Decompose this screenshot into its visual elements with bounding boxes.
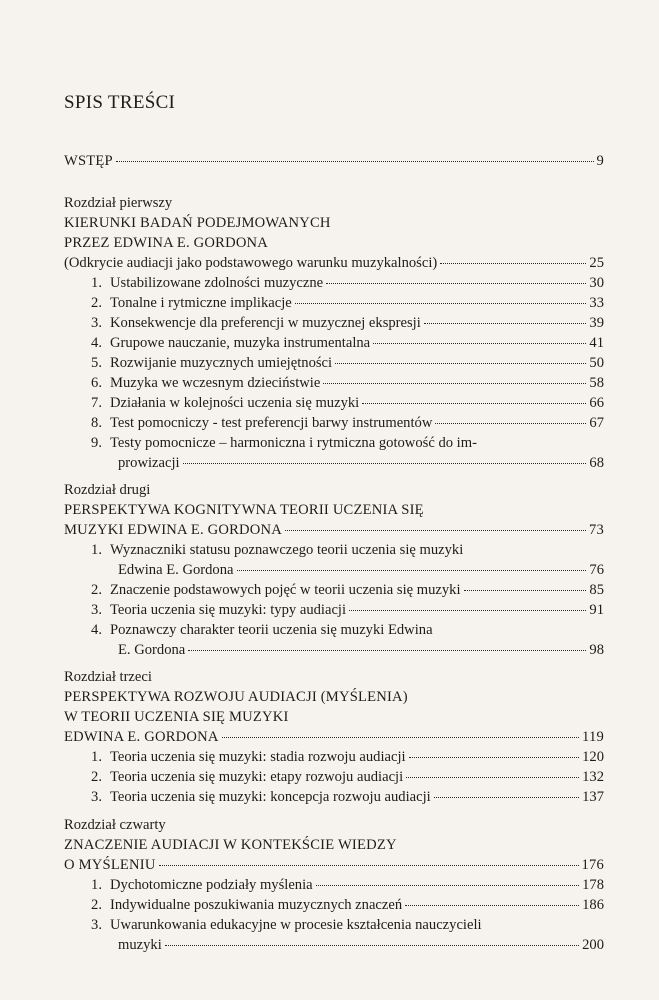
toc-item[interactable]: 2. Teoria uczenia się muzyki: etapy rozwoju audiacji 132 bbox=[91, 769, 604, 785]
chapter-label: Rozdział pierwszy bbox=[64, 195, 173, 211]
dot-leader bbox=[316, 885, 579, 886]
toc-item[interactable]: 3. Konsekwencje dla preferencji w muzycznej ekspresji 39 bbox=[91, 315, 604, 331]
toc-item[interactable]: 1. Dychotomiczne podziały myślenia 178 bbox=[91, 877, 604, 893]
dot-leader bbox=[362, 403, 586, 404]
toc-item[interactable]: 7. Działania w kolejności uczenia się muzyki 66 bbox=[91, 395, 604, 411]
dot-leader bbox=[165, 945, 579, 946]
toc-item[interactable]: 1. Wyznaczniki statusu poznawczego teorii uczenia się muzyki bbox=[91, 542, 464, 558]
dot-leader bbox=[406, 777, 579, 778]
toc-item[interactable]: 9. Testy pomocnicze – harmoniczna i rytmiczna gotowość do im- bbox=[91, 435, 477, 451]
dot-leader bbox=[373, 343, 586, 344]
toc-item-continuation[interactable]: prowizacji 68 bbox=[118, 455, 604, 471]
entry-page: 25 bbox=[589, 255, 604, 271]
dot-leader bbox=[159, 865, 579, 866]
dot-leader bbox=[183, 463, 587, 464]
dot-leader bbox=[464, 590, 587, 591]
chapter-label: Rozdział czwarty bbox=[64, 817, 166, 833]
toc-item-continuation[interactable]: Edwina E. Gordona 76 bbox=[118, 562, 604, 578]
toc-item[interactable]: 8. Test pomocniczy - test preferencji barwy instrumentów 67 bbox=[91, 415, 604, 431]
toc-item[interactable]: 5. Rozwijanie muzycznych umiejętności 50 bbox=[91, 355, 604, 371]
toc-item-continuation[interactable]: E. Gordona 98 bbox=[118, 642, 604, 658]
dot-leader bbox=[285, 530, 586, 531]
toc-item[interactable]: 1. Ustabilizowane zdolności muzyczne 30 bbox=[91, 275, 604, 291]
toc-item[interactable]: 4. Poznawczy charakter teorii uczenia się muzyki Edwina bbox=[91, 622, 433, 638]
chapter-subtitle[interactable]: (Odkrycie audiacji jako podstawowego warunku muzykalności) 25 bbox=[64, 255, 604, 271]
dot-leader bbox=[188, 650, 586, 651]
chapter-heading-line[interactable]: O MYŚLENIU 176 bbox=[64, 857, 604, 873]
dot-leader bbox=[435, 423, 586, 424]
dot-leader bbox=[335, 363, 586, 364]
chapter-heading-line[interactable]: MUZYKI EDWINA E. GORDONA 73 bbox=[64, 522, 604, 538]
chapter-heading-line[interactable]: PERSPEKTYWA KOGNITYWNA TEORII UCZENIA SIĘ bbox=[64, 502, 424, 518]
chapter-label: Rozdział drugi bbox=[64, 482, 151, 498]
chapter-label: Rozdział trzeci bbox=[64, 669, 152, 685]
toc-item[interactable]: 3. Teoria uczenia się muzyki: koncepcja rozwoju audiacji 137 bbox=[91, 789, 604, 805]
toc-item[interactable]: 6. Muzyka we wczesnym dzieciństwie 58 bbox=[91, 375, 604, 391]
dot-leader bbox=[424, 323, 587, 324]
toc-entry-intro[interactable] bbox=[64, 151, 604, 171]
chapter-heading-line[interactable]: W TEORII UCZENIA SIĘ MUZYKI bbox=[64, 709, 289, 725]
chapter-heading-line[interactable]: ZNACZENIE AUDIACJI W KONTEKŚCIE WIEDZY bbox=[64, 837, 397, 853]
chapter-heading-line[interactable]: PRZEZ EDWINA E. GORDONA bbox=[64, 235, 269, 251]
toc-item[interactable]: 2. Znaczenie podstawowych pojęć w teorii uczenia się muzyki 85 bbox=[91, 582, 604, 598]
chapter-heading-line[interactable]: KIERUNKI BADAŃ PODEJMOWANYCH bbox=[64, 215, 331, 231]
toc-item[interactable]: 2. Tonalne i rytmiczne implikacje 33 bbox=[91, 295, 604, 311]
dot-leader bbox=[323, 383, 586, 384]
toc-item[interactable]: 4. Grupowe nauczanie, muzyka instrumentalna 41 bbox=[91, 335, 604, 351]
dot-leader bbox=[237, 570, 587, 571]
toc-item[interactable]: 1. Teoria uczenia się muzyki: stadia rozwoju audiacji 120 bbox=[91, 749, 604, 765]
dot-leader bbox=[434, 797, 579, 798]
toc-title: SPIS TREŚCI bbox=[64, 92, 176, 113]
dot-leader bbox=[349, 610, 586, 611]
toc-item-continuation[interactable]: muzyki 200 bbox=[118, 937, 604, 953]
entry-text: WSTĘP bbox=[64, 153, 113, 169]
dot-leader bbox=[295, 303, 587, 304]
dot-leader bbox=[326, 283, 586, 284]
chapter-heading-line[interactable]: PERSPEKTYWA ROZWOJU AUDIACJI (MYŚLENIA) bbox=[64, 689, 408, 705]
dot-leader bbox=[409, 757, 580, 758]
toc-item[interactable]: 2. Indywidualne poszukiwania muzycznych znaczeń 186 bbox=[91, 897, 604, 913]
toc-item[interactable]: 3. Uwarunkowania edukacyjne w procesie kształcenia nauczycieli bbox=[91, 917, 482, 933]
toc-item[interactable]: 3. Teoria uczenia się muzyki: typy audiacji 91 bbox=[91, 602, 604, 618]
dot-leader bbox=[116, 161, 594, 162]
chapter-heading-line[interactable]: EDWINA E. GORDONA 119 bbox=[64, 729, 604, 745]
dot-leader bbox=[405, 905, 579, 906]
dot-leader bbox=[222, 737, 579, 738]
entry-page: 9 bbox=[596, 153, 604, 169]
dot-leader bbox=[440, 263, 586, 264]
